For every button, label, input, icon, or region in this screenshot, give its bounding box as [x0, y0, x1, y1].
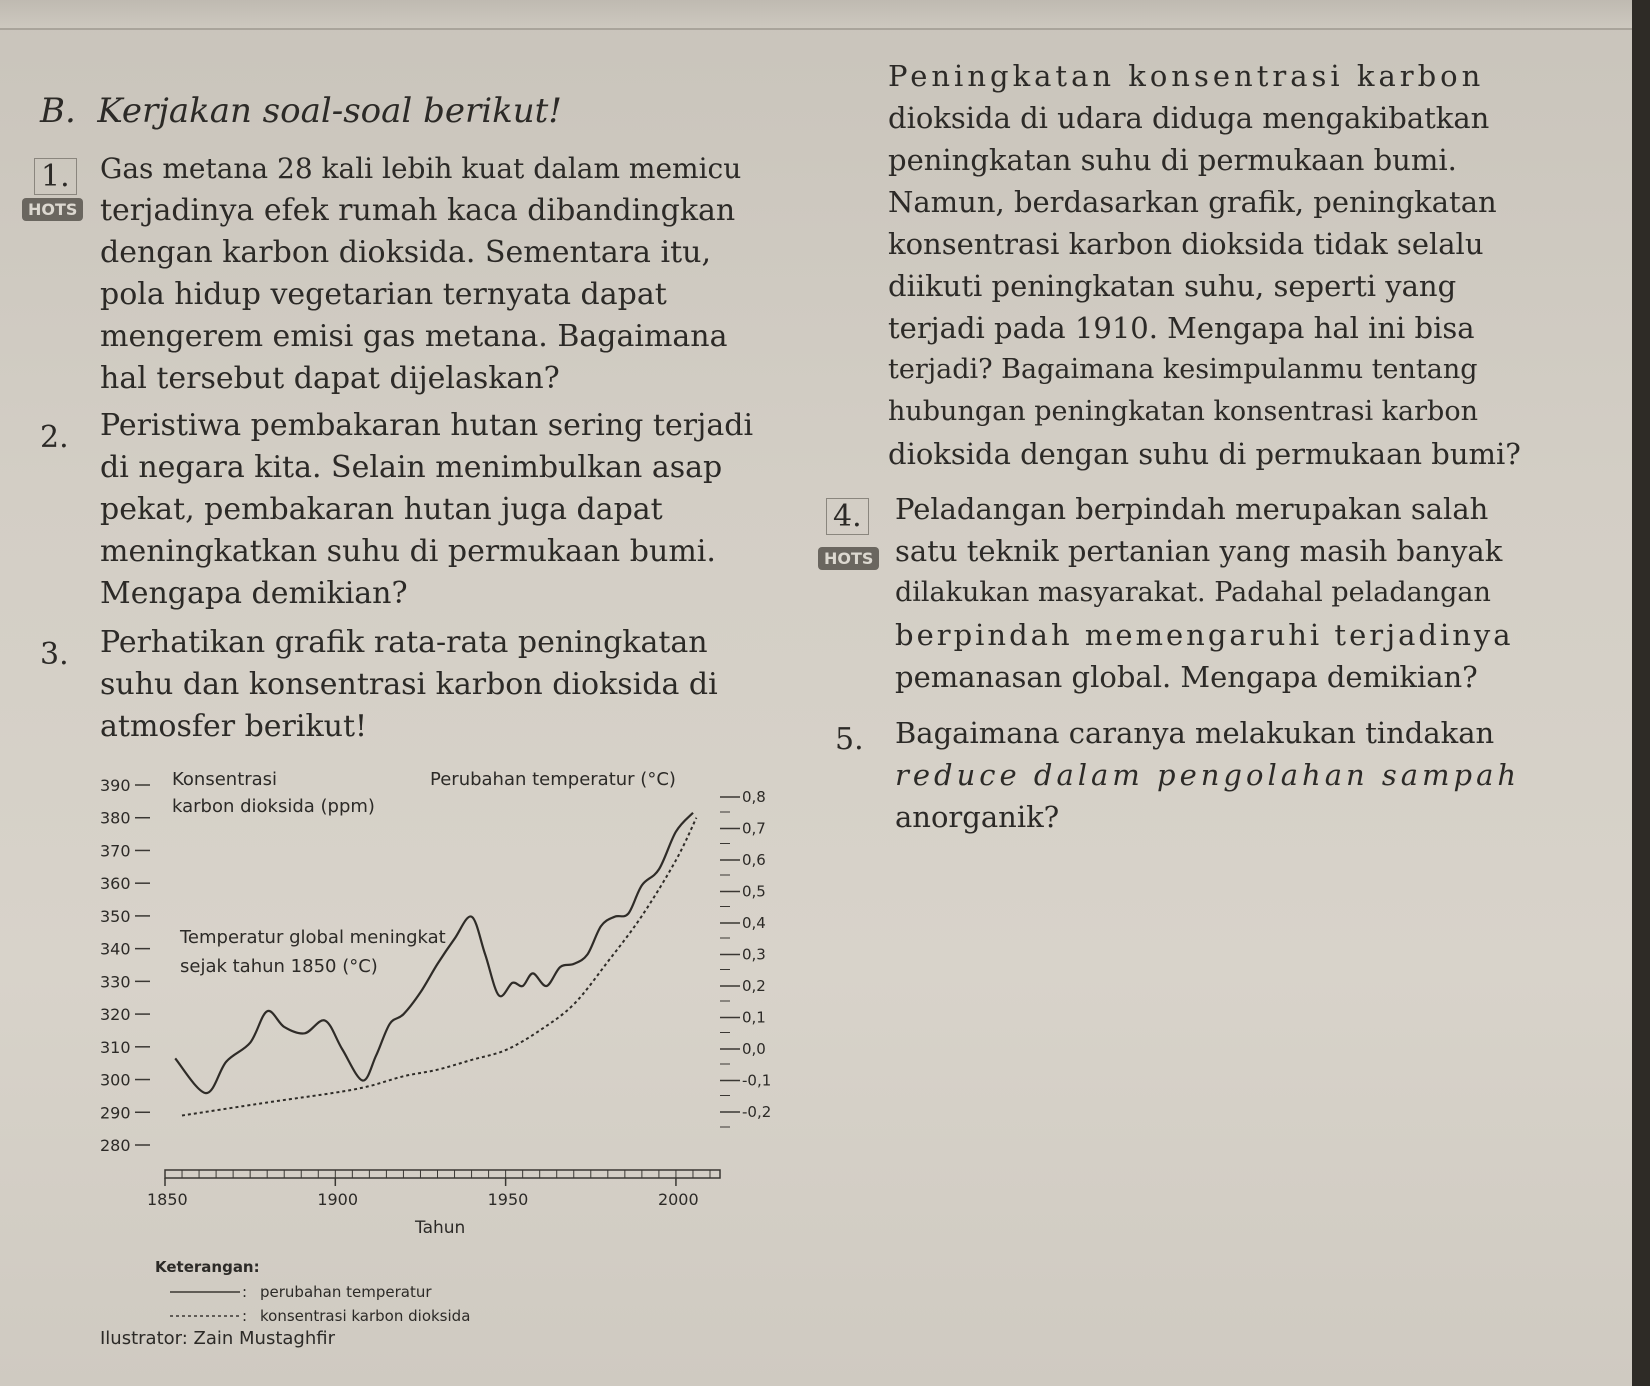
q4-text	[895, 488, 1514, 698]
x-axis-bar	[165, 1170, 720, 1178]
left-tick-label: 340	[100, 939, 131, 959]
q4-line: dilakukan masyarakat. Padahal peladangan	[895, 577, 1491, 608]
chart-annotation: sejak tahun 1850 (°C)	[180, 956, 378, 977]
left-tick-label: 310	[100, 1037, 131, 1057]
right-tick-label: 0,2	[742, 977, 766, 995]
q3-text	[100, 622, 718, 748]
q1-line: Gas metana 28 kali lebih kuat dalam memicu	[100, 152, 742, 185]
q3-cont-line: dioksida di udara diduga mengakibatkan	[888, 101, 1490, 135]
q3-cont-line: terjadi? Bagaimana kesimpulanmu tentang	[888, 354, 1478, 385]
left-tick-label: 330	[100, 972, 131, 992]
q4-hots-badge: HOTS	[818, 547, 879, 570]
q1-line: dengan karbon dioksida. Sementara itu,	[100, 235, 711, 270]
q4-number: 4.	[826, 498, 869, 535]
page-edge-shadow	[1632, 0, 1650, 1386]
left-tick-label: 350	[100, 906, 131, 926]
left-tick-label: 290	[100, 1103, 131, 1123]
x-tick-label: 1950	[487, 1190, 529, 1209]
illustrator-credit: Ilustrator: Zain Mustaghfir	[100, 1328, 335, 1349]
page-top-fold	[0, 0, 1632, 30]
right-tick-label: -0,1	[742, 1071, 772, 1090]
right-tick-label: 0,7	[742, 819, 766, 838]
section-letter: B.	[40, 91, 76, 131]
q4-line: berpindah memengaruhi terjadinya	[895, 618, 1514, 652]
left-tick-label: 280	[100, 1136, 131, 1155]
right-axis-ticks	[720, 788, 771, 1127]
right-tick-label: 0,1	[742, 1008, 766, 1027]
q1-line: hal tersebut dapat dijelaskan?	[100, 361, 560, 396]
q3-cont-line: Peningkatan konsentrasi karbon	[888, 59, 1485, 93]
left-axis-label: Konsentrasi	[172, 769, 278, 790]
q2-line: pekat, pembakaran hutan juga dapat	[100, 492, 663, 527]
right-tick-label: 0,6	[742, 851, 766, 869]
q1-line: terjadinya efek rumah kaca dibandingkan	[100, 193, 736, 228]
q3-line: Perhatikan grafik rata-rata peningkatan	[100, 625, 708, 660]
q3-cont-line: terjadi pada 1910. Mengapa hal ini bisa	[888, 311, 1475, 345]
left-tick-label: 320	[100, 1005, 131, 1025]
q5-line: anorganik?	[895, 800, 1060, 834]
q3-line: suhu dan konsentrasi karbon dioksida di	[100, 667, 718, 702]
q5-line: Bagaimana caranya melakukan tindakan	[895, 716, 1495, 750]
legend-label: :	[242, 1283, 248, 1301]
section-title: Kerjakan soal-soal berikut!	[97, 91, 562, 131]
right-axis-label: Perubahan temperatur (°C)	[430, 769, 676, 790]
left-axis-label: karbon dioksida (ppm)	[172, 796, 375, 817]
right-tick-label: 0,4	[742, 914, 766, 932]
q5-number: 5.	[835, 722, 864, 757]
q1-text	[100, 148, 741, 400]
legend-title: Keterangan:	[155, 1258, 260, 1276]
q3-cont-line: hubungan peningkatan konsentrasi karbon	[888, 396, 1478, 427]
x-tick-label: 1900	[317, 1190, 359, 1209]
left-tick-label: 380	[100, 808, 131, 828]
left-axis-ticks	[100, 776, 150, 1155]
right-tick-label: -0,2	[742, 1103, 772, 1121]
q2-line: Mengapa demikian?	[100, 576, 408, 611]
left-tick-label: 360	[100, 874, 131, 894]
left-tick-label: 390	[100, 776, 131, 795]
q1-hots-badge: HOTS	[22, 198, 83, 221]
legend-label-co2: konsentrasi karbon dioksida	[260, 1307, 471, 1325]
legend-label: :	[242, 1307, 248, 1325]
q5-line: reduce dalam pengolahan sampah	[895, 758, 1521, 792]
q4-line: satu teknik pertanian yang masih banyak	[895, 534, 1503, 568]
q2-line: Peristiwa pembakaran hutan sering terjadi	[100, 408, 754, 443]
co2-temperature-chart	[90, 760, 810, 1340]
q3-cont-line: konsentrasi karbon dioksida tidak selalu	[888, 227, 1484, 261]
temperature-change-line	[175, 813, 693, 1093]
q3-cont-line: peningkatan suhu di permukaan bumi.	[888, 143, 1457, 177]
q1-line: mengerem emisi gas metana. Bagaimana	[100, 319, 728, 354]
q4-line: pemanasan global. Mengapa demikian?	[895, 660, 1478, 694]
chart-annotation: Temperatur global meningkat	[180, 927, 446, 948]
right-tick-label: 0,8	[742, 788, 766, 806]
q2-line: di negara kita. Selain menimbulkan asap	[100, 450, 723, 485]
x-tick-label: 2000	[657, 1190, 699, 1209]
q2-number: 2.	[40, 420, 69, 455]
q3-line: atmosfer berikut!	[100, 709, 368, 744]
x-axis-label: Tahun	[415, 1218, 466, 1238]
q1-line: pola hidup vegetarian ternyata dapat	[100, 277, 667, 312]
right-tick-label: 0,3	[742, 945, 766, 964]
left-tick-label: 300	[100, 1070, 131, 1090]
x-tick-label: 1850	[147, 1190, 188, 1209]
q3-cont-line: diikuti peningkatan suhu, seperti yang	[888, 269, 1457, 303]
section-header	[40, 90, 562, 132]
legend-label-temperature: perubahan temperatur	[260, 1283, 432, 1301]
q2-line: meningkatkan suhu di permukaan bumi.	[100, 534, 716, 569]
q1-number: 1.	[34, 158, 77, 195]
q2-text	[100, 405, 753, 615]
right-tick-label: 0,0	[742, 1040, 766, 1058]
left-tick-label: 370	[100, 841, 131, 861]
q3-continuation	[888, 55, 1521, 475]
q3-number: 3.	[40, 637, 69, 672]
q5-text	[895, 712, 1520, 838]
right-tick-label: 0,5	[742, 882, 766, 901]
x-axis	[147, 1170, 720, 1209]
q3-cont-line: dioksida dengan suhu di permukaan bumi?	[888, 437, 1521, 471]
q3-cont-line: Namun, berdasarkan grafik, peningkatan	[888, 185, 1497, 219]
q4-line: Peladangan berpindah merupakan salah	[895, 492, 1489, 526]
